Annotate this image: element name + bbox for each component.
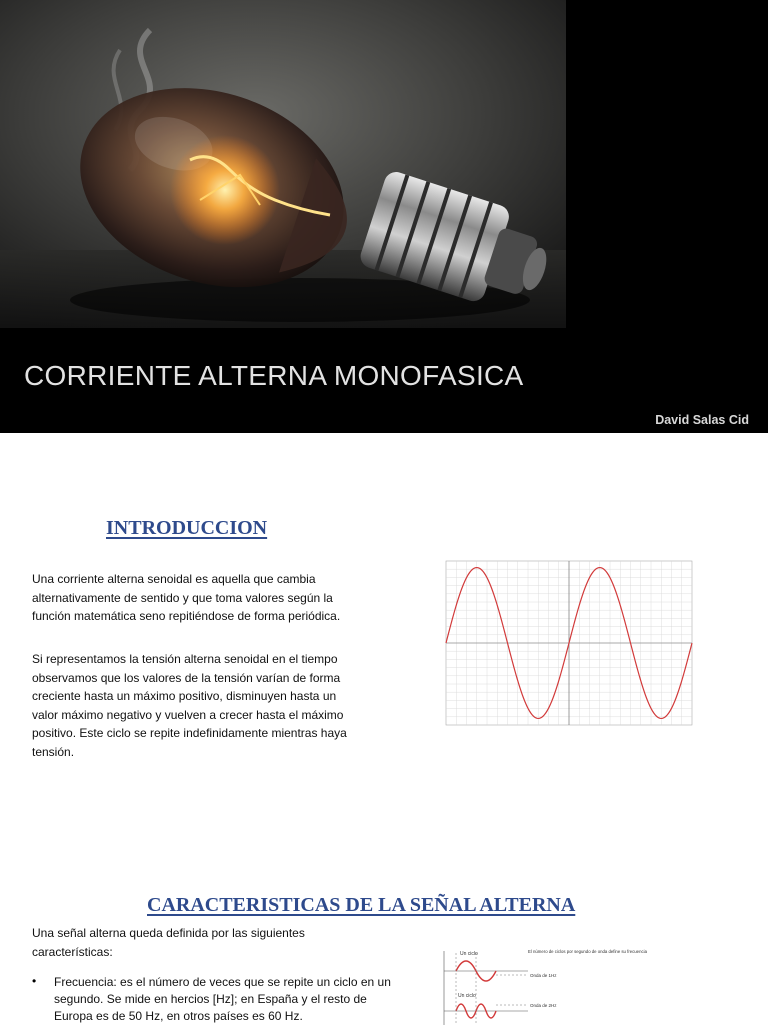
frequency-note: El número de ciclos por segundo de onda define su frecuencia bbox=[528, 949, 647, 954]
characteristics-heading: CARACTERISTICAS DE LA SEÑAL ALTERNA bbox=[147, 894, 576, 916]
intro-paragraph-2: Si representamos la tensión alterna senoidal en el tiempo observamos que los valores de la tensión varían de forma creciente hasta un máximo positivo, disminuyen hasta un valor máximo negativo y vuelven a crecer hasta el máximo positivo. Este ciclo se repite indefinidamente mientras haya tensión. bbox=[32, 652, 347, 759]
cycle-label-top: Un ciclo bbox=[460, 951, 478, 957]
cycle-label-bottom: Un ciclo bbox=[458, 993, 476, 999]
lightbulb-image bbox=[0, 0, 566, 328]
wave-1hz-label: Onda de 1Hz bbox=[530, 973, 557, 978]
sine-wave-graph bbox=[432, 557, 696, 739]
intro-heading: INTRODUCCION bbox=[106, 517, 268, 539]
characteristics-intro: Una señal alterna queda definida por las siguientes características: bbox=[32, 926, 305, 959]
presentation-title: CORRIENTE ALTERNA MONOFASICA bbox=[24, 360, 524, 391]
author-name: David Salas Cid bbox=[655, 413, 749, 427]
wave-2hz-label: Onda de 2Hz bbox=[530, 1003, 557, 1008]
intro-paragraph-1: Una corriente alterna senoidal es aquella que cambia alternativamente de sentido y que toma valores según la función matemática seno repitiéndose de forma periódica. bbox=[32, 572, 341, 623]
characteristics-slide bbox=[0, 853, 768, 1024]
frequency-diagram bbox=[438, 947, 647, 1027]
title-slide bbox=[0, 0, 768, 433]
intro-slide bbox=[0, 433, 768, 853]
bullet-dot: • bbox=[32, 974, 37, 988]
frequency-text: Frecuencia: es el número de veces que se repite un ciclo en un segundo. Se mide en hercios [Hz]; en España y el resto de Europa es de 50 Hz, en otros países es 60 Hz. bbox=[54, 975, 391, 1023]
